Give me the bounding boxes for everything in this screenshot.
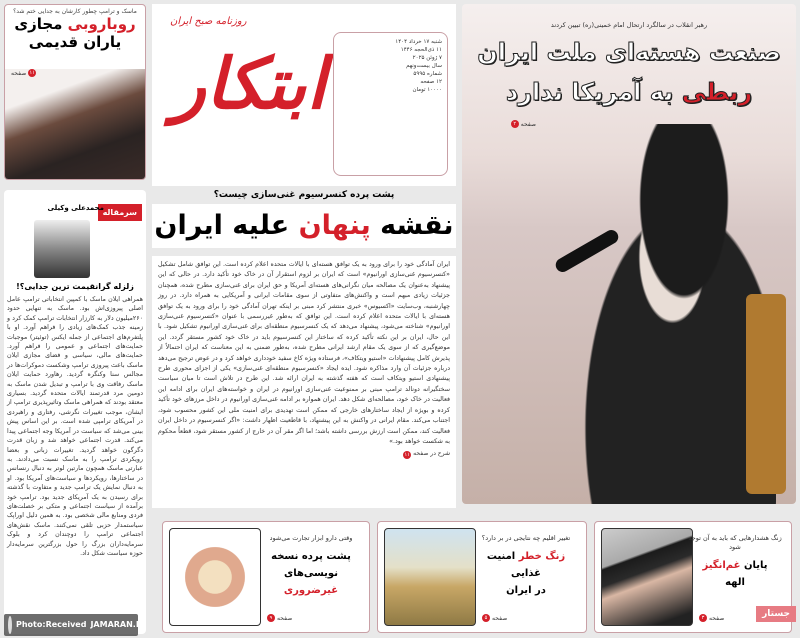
editorial-author: محمدعلی وکیلی — [47, 204, 104, 212]
page-number-badge: ۵ — [482, 614, 490, 622]
issue-pages: ۱۲ صفحه — [420, 79, 442, 85]
page-ref — [511, 120, 536, 128]
issue-number: شماره ۵۹۹۵ — [413, 71, 442, 77]
teaser-headline-2: یاران قدیمی — [28, 33, 122, 51]
editorial-tag: سرمقاله — [98, 204, 142, 221]
hero-story[interactable] — [462, 4, 796, 504]
headline-red-part: زنگ خطر — [518, 551, 566, 562]
card-photo — [601, 528, 693, 626]
page-number-badge: ۱۱ — [29, 70, 35, 76]
issue-gregorian: ۷ ژوئن ۲۰۲۵ — [412, 55, 442, 61]
card-photo — [169, 528, 261, 626]
headline-part: پایان — [740, 560, 768, 571]
card-prescriptions[interactable] — [162, 521, 370, 633]
page-ref — [267, 614, 292, 622]
main-headline[interactable] — [152, 204, 456, 248]
headline-part: نقشه — [370, 210, 454, 241]
issue-info — [333, 32, 448, 176]
card-kicker: زنگ هشدارهایی که باید به آن توجه شود — [688, 534, 782, 551]
hero-headline-2 — [462, 72, 796, 112]
page-label: صفحه — [11, 69, 27, 77]
issue-price: ۱۰۰۰۰ تومان — [412, 87, 442, 93]
headline-red-part: روباروبی — [67, 15, 136, 33]
newspaper-subtitle: روزنامه صبح ایران — [170, 16, 247, 27]
editorial — [4, 190, 146, 634]
card-kicker: تغییر اقلیم چه نتایجی در بر دارد؟ — [481, 534, 571, 542]
card-climate[interactable] — [377, 521, 587, 633]
headline-part: امنیت غذایی — [486, 551, 541, 579]
teaser-kicker: ماسک و ترامپ چطور کارشان به جدایی ختم شد؟ — [13, 8, 137, 15]
headline-red-part: غیرضروری — [283, 585, 339, 596]
page-number-badge: ۱۱ — [404, 451, 410, 458]
editorial-title: زلزله گرانقیمت ترین جدایی؟! — [16, 282, 134, 291]
hero-headline — [462, 32, 796, 112]
card-headline — [259, 548, 363, 599]
card-headline — [685, 557, 785, 591]
card-photo — [384, 528, 476, 626]
jamaran-logo — [8, 616, 12, 634]
section-tag: جستار — [756, 606, 796, 622]
headline-part: نویسی‌های — [284, 568, 338, 579]
main-kicker: پشت پرده کنسرسیوم غنی‌سازی چیست؟ — [213, 190, 395, 200]
page-label: صفحه — [277, 614, 293, 622]
issue-year: سال بیست‌ونهم — [406, 63, 442, 69]
issue-date: شنبه ۱۷ خرداد ۱۴۰۴ — [395, 39, 442, 45]
page-label: صفحه — [492, 614, 508, 622]
masthead — [152, 4, 456, 186]
main-story-text: ایران آمادگی خود را برای ورود به یک توافق هسته‌ای با ایالات متحده اعلام کرده است. این توافق شامل تشکیل «کنسرسیوم غنی‌سازی اورانیوم» است که ایران بر لزوم استقرار آن در خاک خود تأکید دارد. در حالی که این پیشنهاد به‌عنوان یک مصالحه میان نگرانی‌های هسته‌ای آمریکا و حق ایران برای غنی‌سازی مطرح شده، همچنان جزئیات زیادی مبهم است و واکنش‌های متفاوتی از سوی مقامات ایرانی و آمریکایی به همراه دارد. در روز چهارشنبه، وب‌سایت «اکسیوس» خبری منتشر کرد مبنی بر اینکه تهران آمادگی خود را برای ورود به یک توافق هسته‌ای با ایالات متحده اعلام کرده است. این توافق که به‌طور غیررسمی با عنوان «کنسرسیوم غنی‌سازی اورانیوم» شناخته می‌شود، پیشنهاد می‌دهد که یک کنسرسیوم منطقه‌ای برای غنی‌سازی اورانیوم تشکیل شود. با این حال، ایران بر این نکته تأکید کرده که ساختار این کنسرسیوم باید در خاک خود کشور مستقر گردد. این موضع‌گیری که از سوی یک مقام ارشد ایرانی مطرح شده، به‌طور ضمنی به این معناست که ایران احتمالاً از پذیرش کامل پیشنهادات «استیو ویتکاف»، فرستاده ویژه کاخ سفید خودداری خواهد کرد و در عوض ترجیح می‌دهد درباره جزئیات آن وارد مذاکره شود. ایده ایجاد «کنسرسیوم منطقه‌ای غنی‌سازی» یکی از اجزای محوری طرح پیشنهادی استیو ویتکاف است که هفته گذشته به ایران ارائه شد. این طرح در تلاش است تا میان سیاست سختگیرانه دونالد ترامپ مبنی بر ممنوعیت غنی‌سازی اورانیوم در ایران و خواسته‌های ایران برای ادامه این فعالیت در خاک خود، مصالحه‌ای شکل دهد. ایران همواره بر ادامه غنی‌سازی اورانیوم در داخل مرزهای خود تأکید کرده و بویژه از ایجاد ساختارهای خارجی که ممکن است تهدیدی برای امنیت ملی این کشور محسوب شود، اجتناب می‌کند. مقام ایرانی در واکنش به این پیشنهاد، با قاطعیت اظهار داشت: «اگر کنسرسیوم در داخل ایران فعالیت کند، ممکن است ارزش بررسی داشته باشد؛ اما اگر مقر آن در خارج از کشور مستقر شود، قطعاً محکوم به شکست خواهد بود.» — [158, 261, 450, 445]
continued-ref — [158, 449, 450, 459]
page-number-badge: ۲ — [511, 120, 519, 128]
card-headline — [472, 548, 580, 599]
watermark-line1: Photo:Received — [16, 620, 87, 629]
leader-photo — [546, 124, 776, 504]
issue-hijri: ۱۱ ذی‌الحجه ۱۴۴۶ — [400, 47, 442, 53]
newspaper-logo: ابتکار — [172, 42, 326, 125]
editorial-body: همراهی ایلان ماسک با کمپین انتخاباتی ترامپ عامل اصلی پیروزی‌اش بود. ماسک به تنهایی حدود ۲۶۰میلیون دلار به کارزار انتخابات ترامپ کمک کرد و زمینه جذب کمک‌های زیادی را فراهم آورد. او با پلتفرم‌های اجتماعی از جمله ایکس (توئیتر) موجبات حمایت‌های اجتماعی و عمومی را فراهم آورد. حمایت‌های مالی، سیاسی و فضای مجازی ایلان ماسک باعث پیروزی ترامپ وشکست دموکرات‌ها در مجالس سنا وکنگره گردید. رهاورد حمایت ایلان ماسک رفاقت وی با ترامپ و تبدیل شدن ماسک به دومین مرد قدرتمند ایالات متحده گردید. بسیاری معتقد بودند که همراهی ماسک وتاثیرپذیری ترامپ از ایشان، موجب تغییرات نگرشی، رفتاری و راهبردی در آمریکای ترامپی شده است. بر این اساس پیش بینی می‌شد که سیاست در آمریکا وجه اجتماعی پیدا می‌کند. قدرت اجتماعی خواهد شد و زبان قدرت دگرگون خواهد گردید. تغییرات زبانی و بعضا رویکردی ترامپ را به ماسک نسبت می‌دادند. به عبارتی ماسک همچون مارتین لوتر به دنبال رنسانس در ساختارها، رویکردها و سیاست‌های آمریکا بود. او به دنبال نمایش یک ترامپ جدید و متفاوت با گذشته برای رسیدن به یک آمریکای جدید بود. ترامپ خود برآمده از سیاست اجتماعی و متکی بر خصلت‌های فردی ومنابع مالی شخصی بود. به همین دلیل اوراپک سیاستمدار حزبی تلقی نمی‌کنند. ماسک نقش‌های اجتماعی ترامپ را دوچندان کرد و بلوک سرمایه‌داران بزرگ را حول بزرگترین سرمایه‌دار حوزه سیاست شکل داد. — [7, 296, 143, 557]
teaser-musk-trump[interactable] — [4, 4, 146, 180]
headline-part: الهه — [725, 577, 745, 588]
page-ref — [699, 614, 724, 622]
headline-part: علیه ایران — [154, 210, 299, 241]
main-story-body — [152, 256, 456, 508]
headline-part: در ایران — [506, 585, 546, 596]
headline-red-part: ربطی — [681, 78, 753, 106]
hero-headline-1: صنعت هسته‌ای ملت ایران — [477, 38, 781, 66]
headline-red-part: غم‌انگیز — [702, 560, 741, 571]
watermark — [4, 614, 145, 636]
headline-part: مجازی — [14, 15, 68, 33]
headline-part: پشت پرده نسخه — [271, 551, 351, 562]
page-number-badge: ۹ — [267, 614, 275, 622]
teaser-headline — [5, 15, 145, 33]
page-number-badge: ۳ — [699, 614, 707, 622]
watermark-line2: JAMARAN.IR — [90, 620, 145, 629]
author-photo — [34, 220, 90, 278]
musk-trump-photo — [5, 69, 145, 179]
page-ref — [482, 614, 507, 622]
card-kicker: وقتی دارو ابزار تجارت می‌شود — [269, 534, 353, 542]
headline-part: به آمریکا ندارد — [505, 78, 682, 106]
continued-label: شرح در صفحه — [413, 450, 450, 458]
page-ref — [11, 69, 36, 77]
hero-kicker: رهبر انقلاب در سالگرد ارتحال امام خمینی(ره) تبیین کردند — [550, 21, 708, 29]
chair — [746, 294, 786, 494]
headline-red-part: پنهان — [298, 210, 371, 241]
page-label: صفحه — [520, 120, 536, 128]
page-label: صفحه — [709, 614, 725, 622]
